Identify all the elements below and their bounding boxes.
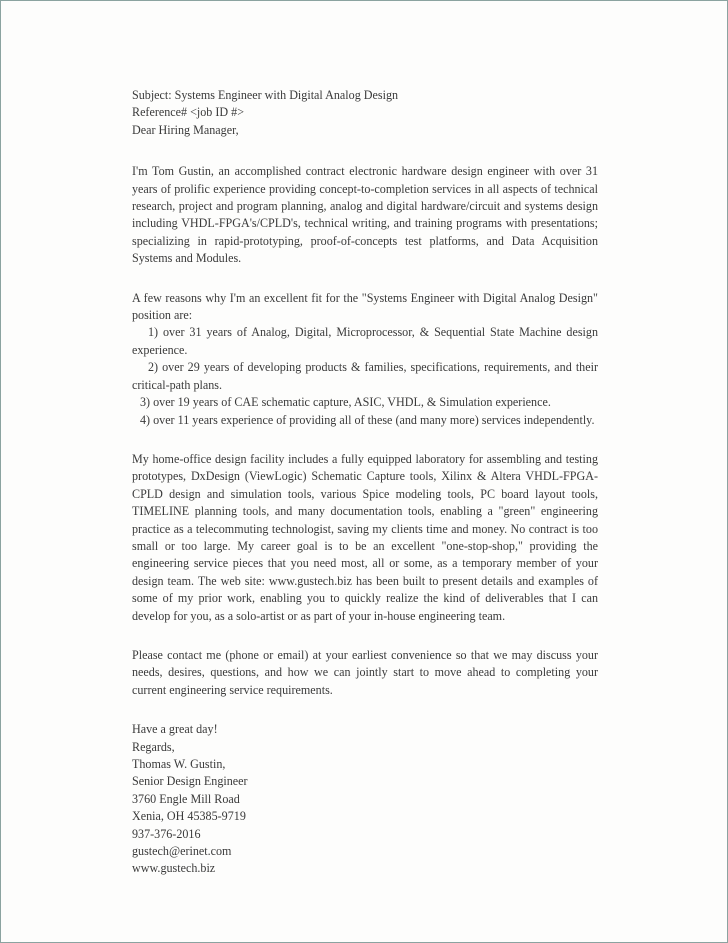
salutation-line: Dear Hiring Manager, <box>132 122 239 137</box>
spacer <box>132 268 598 290</box>
spacer <box>132 625 598 647</box>
reason-item-2: 2) over 29 years of developing products & families, specifications, requirements, and their critical-path plans. <box>132 360 598 392</box>
signature-regards: Regards, <box>132 739 175 754</box>
signature-phone: 937-376-2016 <box>132 826 201 841</box>
subject-line: Subject: Systems Engineer with Digital Analog Design <box>132 88 399 102</box>
intro-paragraph: I'm Tom Gustin, an accomplished contract electronic hardware design engineer with over 31 years of prolific experience providing concept-to-completion services in all aspects of technical research, project and program planning, analog and digital hardware/circuit and systems design including VHDL-FPGA's/CPLD's, technical writing, and training programs with presentations; specializing in rapid-prototyping, proof-of-concepts test platforms, and Data Acquisition Systems and Modules. <box>132 164 598 266</box>
reason-item-1: 1) over 31 years of Analog, Digital, Microprocessor, & Sequential State Machine design experience. <box>132 325 598 357</box>
spacer <box>132 429 598 451</box>
signature-farewell: Have a great day! <box>132 722 218 737</box>
facility-paragraph: My home-office design facility includes a fully equipped laboratory for assembling and testing prototypes, DxDesign (ViewLogic) Schematic Capture tools, Xilinx & Altera VHDL-FPGA-CPLD design and simulation tools, various Spice modeling tools, PC board layout tools, TIMELINE planning tools, and many documentation tools, enabling a "green" engineering practice as a telecommuting technologist, saving my clients time and money. No contract is too small or too large. My career goal is to be an excellent "one-stop-shop," providing the engineering service pieces that you need most, all or some, as a temporary member of your design team. The web site: www.gustech.biz has been built to present details and examples of some of my prior work, enabling you to quickly realize the kind of deliverables that I can develop for you, as a solo-artist or as part of your in-house engineering team. <box>132 451 598 623</box>
spacer <box>132 139 598 163</box>
reference-line: Reference# <job ID #> <box>132 105 245 120</box>
signature-street: 3760 Engle Mill Road <box>132 791 240 806</box>
signature-name: Thomas W. Gustin, <box>132 757 226 771</box>
reason-item-3: 3) over 19 years of CAE schematic capture, ASIC, VHDL, & Simulation experience. <box>140 395 551 410</box>
signature-website: www.gustech.biz <box>132 861 216 876</box>
reasons-intro-paragraph: A few reasons why I'm an excellent fit for the "Systems Engineer with Digital Analog Design" position are: <box>132 290 598 323</box>
signature-email: gustech@erinet.com <box>132 844 232 859</box>
closing-paragraph: Please contact me (phone or email) at your earliest convenience so that we may discuss your needs, desires, questions, and how we can jointly start to move ahead to completing your current engineering service requirements. <box>132 647 598 697</box>
signature-title: Senior Design Engineer <box>132 774 248 789</box>
letter-body <box>132 87 598 878</box>
reason-item-4: 4) over 11 years experience of providing all of these (and many more) services independently. <box>140 412 595 427</box>
spacer <box>132 699 598 721</box>
signature-city-state-zip: Xenia, OH 45385-9719 <box>132 809 246 824</box>
